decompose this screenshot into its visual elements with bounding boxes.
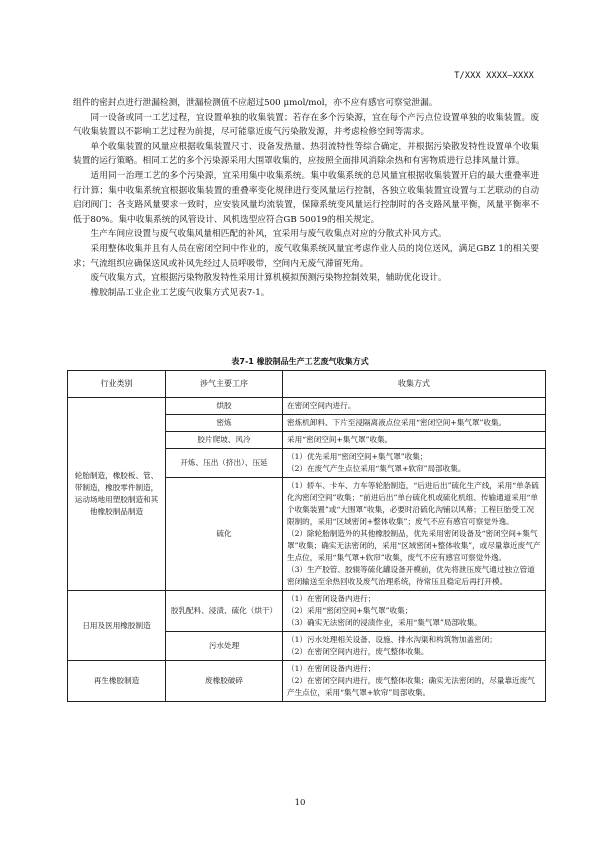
page-number: 10 <box>294 798 306 808</box>
paragraph: 同一设备或同一工艺过程，宜设置单独的收集装置；若存在多个污染源，宜在每个产污点位设置单独的收集装置。废气收集装置以不影响工艺过程为前提，尽可能靠近废气污染散发源，并考虑检修空间等需求。 <box>73 112 539 138</box>
process-cell: 污水处理 <box>166 632 283 661</box>
method-line: （1）污水处理相关设备、设施、排水沟渠和构筑物加盖密闭； <box>287 635 497 644</box>
table-row <box>68 661 546 702</box>
method-line: （3）确实无法密闭的浸渍作业，采用“集气罩”局部收集。 <box>287 618 482 627</box>
method-cell: 在密闭空间内进行。 <box>283 398 546 415</box>
standard-code: T/XXX XXXX—XXXX <box>454 71 534 81</box>
method-cell <box>283 478 546 591</box>
category-cell: 轮胎制造，橡胶板、管、带制造，橡胶零件制造，运动场地用塑胶制造和其他橡胶制品制造 <box>68 398 166 591</box>
process-cell: 废橡胶破碎 <box>166 661 283 702</box>
method-line: （2）在废气产生点位采用“集气罩+软帘”局部收集。 <box>287 464 466 473</box>
process-cell: 密炼 <box>166 415 283 432</box>
method-line: （1）在密闭设备内进行； <box>287 594 376 603</box>
collection-table <box>67 370 546 702</box>
paragraph: 适用同一治理工艺的多个污染源，宜采用集中收集系统。集中收集系统的总风量宜根据收集装置开启的最大重叠率进行计算；集中收集系统宜根据收集装置的重叠率变化规律进行变风量运行控制，各独立收集装置宜设置与工艺联动的自动启闭阀门；各支路风量要求一致时，应安装风量均流装置，保障系统变风量运行控制时的各支路风量平衡，风量平衡率不低于80%。集中收集系统的风管设计、风机选型应符合GB 50019的相关规定。 <box>73 170 539 225</box>
table-row <box>68 398 546 415</box>
table-row <box>68 591 546 632</box>
category-cell: 日用及医用橡胶制造 <box>68 591 166 661</box>
paragraph: 单个收集装置的风量应根据收集装置尺寸、设备发热量、热羽流特性等综合确定，并根据污染散发特性设置单个收集装置的运行策略。相同工艺的多个污染源采用大围罩收集的，应按照全面排风消除余热和有害物质进行总排风量计算。 <box>73 141 539 167</box>
method-line: （1）优先采用“密闭空间+集气罩”收集； <box>287 452 428 461</box>
process-cell: 硫化 <box>166 478 283 591</box>
method-cell <box>283 449 546 478</box>
process-cell: 胶乳配料、浸渍、硫化（烘干） <box>166 591 283 632</box>
method-line: （1）在密闭设备内进行； <box>287 664 376 673</box>
paragraph: 生产车间应设置与废气收集风量相匹配的补风，宜采用与废气收集点对应的分散式补风方式。 <box>90 229 447 240</box>
method-line: （2）在密闭空间内进行，废气整体收集；确实无法密闭的，尽量靠近废气产生点位，采用“集气罩+软帘”局部收集。 <box>287 676 535 697</box>
paragraph: 废气收集方式，宜根据污染物散发特性采用计算机模拟预测污染物控制效果，辅助优化设计。 <box>90 273 447 284</box>
body-text <box>73 96 539 300</box>
method-cell <box>283 591 546 632</box>
process-cell: 开炼、压出（挤出）、压延 <box>166 449 283 478</box>
method-cell <box>283 632 546 661</box>
table-header-row <box>68 371 546 398</box>
header-method: 收集方式 <box>283 371 546 398</box>
method-cell: 密炼机卸料、下片至浸隔离液点位采用“密闭空间+集气罩”收集。 <box>283 415 546 432</box>
method-line: （3）生产胶管、胶辊等硫化罐设备开模前，优先将泄压废气通过独立管道密闭输送至余热回收及废气治理系统，待常压且稳定后再打开模。 <box>287 565 535 586</box>
table-caption: 表7-1 橡胶制品生产工艺废气收集方式 <box>231 357 369 366</box>
paragraph: 橡胶制品工业企业工艺废气收集方式见表7-1。 <box>90 287 270 298</box>
process-cell: 烘胶 <box>166 398 283 415</box>
method-cell: 采用“密闭空间+集气罩”收集。 <box>283 432 546 449</box>
method-cell <box>283 661 546 702</box>
method-line: （2）除轮胎制造外的其他橡胶制品，优先采用密闭设备及“密闭空间+集气罩”收集；确实无法密闭的，采用“区域密闭+整体收集”，或尽量靠近废气产生点位，采用“集气罩+软帘”收集，废气不应有感官可察觉外逸。 <box>287 529 541 562</box>
method-line: （2）采用“密闭空间+集气罩”收集； <box>287 606 413 615</box>
header-category: 行业类别 <box>68 371 166 398</box>
method-line: （2）在密闭空间内进行，废气整体收集。 <box>287 647 429 656</box>
header-process: 涉气主要工序 <box>166 371 283 398</box>
process-cell: 胶片爬坡、风冷 <box>166 432 283 449</box>
method-line: （1）轿车、卡车、力车等轮胎制造，“后进后出”硫化生产线，采用“单条硫化沟密闭空间”收集；“前进后出”单台硫化机或硫化机组、传输通道采用“单个收集装置”或“大围罩”收集，必要时沿硫化沟铺以风幕；工程巨胎受工况限制的，采用“区域密闭+整体收集”；废气不应有感官可察觉外逸。 <box>287 481 539 526</box>
category-cell: 再生橡胶制造 <box>68 661 166 702</box>
paragraph: 组件的密封点进行泄漏检测，泄漏检测值不应超过500 μmol/mol，亦不应有感官可察觉泄漏。 <box>73 98 438 108</box>
paragraph: 采用整体收集并且有人员在密闭空间中作业的，废气收集系统风量宜考虑作业人员的岗位送风，满足GBZ 1的相关要求；气流组织应确保送风或补风先经过人员呼吸带，空间内无废气滞留死角。 <box>73 243 539 269</box>
